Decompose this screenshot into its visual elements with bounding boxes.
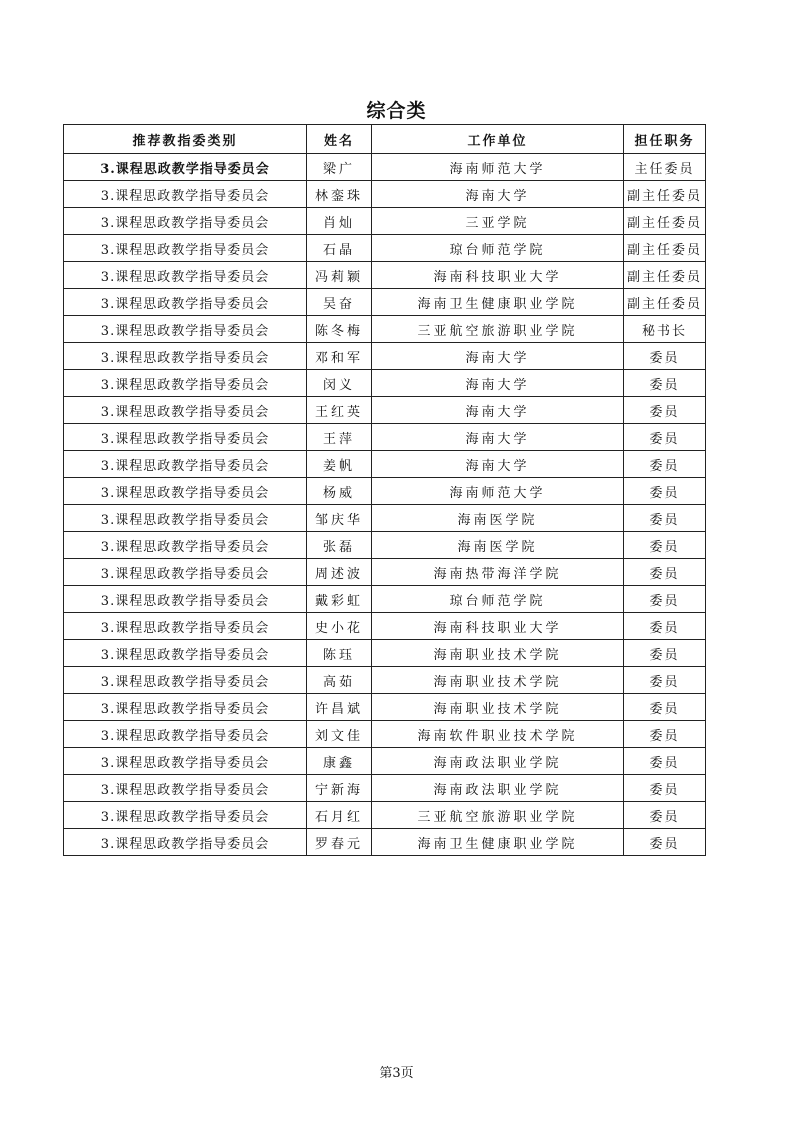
table-row [64,181,706,208]
cell-name: 高茹 [307,667,372,694]
cell-name: 杨威 [307,478,372,505]
cell-role: 委员 [624,586,706,613]
cell-name: 王红英 [307,397,372,424]
cell-role: 委员 [624,532,706,559]
cell-role: 委员 [624,748,706,775]
table-row [64,613,706,640]
cell-unit: 琼台师范学院 [372,235,624,262]
cell-category: 3.课程思政教学指导委员会 [64,370,307,397]
cell-category: 3.课程思政教学指导委员会 [64,262,307,289]
cell-role: 委员 [624,370,706,397]
cell-role: 副主任委员 [624,208,706,235]
page-number: 第3页 [379,1066,414,1081]
cell-unit: 三亚航空旅游职业学院 [372,316,624,343]
table-row [64,559,706,586]
cell-unit: 海南大学 [372,181,624,208]
cell-category: 3.课程思政教学指导委员会 [64,694,307,721]
table-row [64,451,706,478]
table-row [64,532,706,559]
cell-role: 委员 [624,640,706,667]
cell-unit: 琼台师范学院 [372,586,624,613]
cell-role: 委员 [624,775,706,802]
table-row [64,235,706,262]
cell-name: 康鑫 [307,748,372,775]
cell-unit: 海南师范大学 [372,154,624,181]
cell-category: 3.课程思政教学指导委员会 [64,181,307,208]
cell-category: 3.课程思政教学指导委员会 [64,343,307,370]
cell-unit: 三亚航空旅游职业学院 [372,802,624,829]
cell-role: 委员 [624,667,706,694]
cell-name: 刘文佳 [307,721,372,748]
header-category: 推荐教指委类别 [64,125,307,154]
cell-name: 邹庆华 [307,505,372,532]
cell-unit: 海南医学院 [372,505,624,532]
cell-category: 3.课程思政教学指导委员会 [64,748,307,775]
cell-unit: 海南政法职业学院 [372,748,624,775]
cell-name: 姜帆 [307,451,372,478]
member-table [63,124,706,856]
cell-category: 3.课程思政教学指导委员会 [64,559,307,586]
table-row [64,505,706,532]
cell-name: 许昌斌 [307,694,372,721]
cell-name: 吴奋 [307,289,372,316]
cell-role: 委员 [624,505,706,532]
cell-role: 委员 [624,694,706,721]
table-row [64,289,706,316]
cell-unit: 三亚学院 [372,208,624,235]
cell-unit: 海南科技职业大学 [372,262,624,289]
cell-category: 3.课程思政教学指导委员会 [64,208,307,235]
table-row [64,343,706,370]
cell-unit: 海南大学 [372,451,624,478]
cell-name: 罗春元 [307,829,372,856]
table-row [64,721,706,748]
cell-category: 3.课程思政教学指导委员会 [64,721,307,748]
table-row [64,829,706,856]
cell-unit: 海南软件职业技术学院 [372,721,624,748]
cell-name: 梁广 [307,154,372,181]
cell-unit: 海南政法职业学院 [372,775,624,802]
cell-category: 3.课程思政教学指导委员会 [64,451,307,478]
cell-role: 委员 [624,451,706,478]
table-row [64,154,706,181]
cell-unit: 海南大学 [372,343,624,370]
cell-name: 林銮珠 [307,181,372,208]
cell-name: 王萍 [307,424,372,451]
cell-role: 委员 [624,343,706,370]
header-name: 姓名 [307,125,372,154]
cell-category: 3.课程思政教学指导委员会 [64,397,307,424]
cell-name: 周述波 [307,559,372,586]
cell-category: 3.课程思政教学指导委员会 [64,613,307,640]
table-row [64,262,706,289]
cell-name: 史小花 [307,613,372,640]
cell-unit: 海南卫生健康职业学院 [372,829,624,856]
table-row [64,802,706,829]
cell-name: 戴彩虹 [307,586,372,613]
table-body [64,154,706,856]
cell-unit: 海南热带海洋学院 [372,559,624,586]
cell-category: 3.课程思政教学指导委员会 [64,586,307,613]
cell-role: 委员 [624,559,706,586]
table-row [64,424,706,451]
cell-role: 主任委员 [624,154,706,181]
cell-unit: 海南大学 [372,397,624,424]
cell-category: 3.课程思政教学指导委员会 [64,316,307,343]
table-row [64,397,706,424]
cell-role: 委员 [624,478,706,505]
cell-category: 3.课程思政教学指导委员会 [64,478,307,505]
header-unit: 工作单位 [372,125,624,154]
cell-role: 委员 [624,802,706,829]
cell-category: 3.课程思政教学指导委员会 [64,640,307,667]
cell-unit: 海南科技职业大学 [372,613,624,640]
cell-role: 副主任委员 [624,262,706,289]
cell-unit: 海南师范大学 [372,478,624,505]
cell-category: 3.课程思政教学指导委员会 [64,289,307,316]
cell-name: 陈冬梅 [307,316,372,343]
header-role: 担任职务 [624,125,706,154]
cell-category: 3.课程思政教学指导委员会 [64,532,307,559]
cell-name: 邓和军 [307,343,372,370]
cell-unit: 海南职业技术学院 [372,694,624,721]
table-row [64,667,706,694]
cell-name: 陈珏 [307,640,372,667]
table-row [64,640,706,667]
cell-role: 副主任委员 [624,181,706,208]
cell-name: 肖灿 [307,208,372,235]
cell-role: 委员 [624,721,706,748]
cell-category: 3.课程思政教学指导委员会 [64,154,307,181]
page-title: 综合类 [366,100,427,122]
cell-role: 委员 [624,424,706,451]
cell-role: 委员 [624,613,706,640]
cell-name: 冯莉颖 [307,262,372,289]
cell-role: 秘书长 [624,316,706,343]
cell-category: 3.课程思政教学指导委员会 [64,667,307,694]
cell-category: 3.课程思政教学指导委员会 [64,802,307,829]
cell-unit: 海南卫生健康职业学院 [372,289,624,316]
cell-category: 3.课程思政教学指导委员会 [64,505,307,532]
cell-name: 宁新海 [307,775,372,802]
cell-unit: 海南职业技术学院 [372,640,624,667]
table-header-row [64,125,706,154]
table-row [64,370,706,397]
cell-category: 3.课程思政教学指导委员会 [64,775,307,802]
cell-name: 张磊 [307,532,372,559]
cell-category: 3.课程思政教学指导委员会 [64,235,307,262]
table-row [64,748,706,775]
cell-unit: 海南大学 [372,370,624,397]
cell-name: 闵义 [307,370,372,397]
table-row [64,478,706,505]
cell-role: 委员 [624,397,706,424]
cell-unit: 海南大学 [372,424,624,451]
cell-category: 3.课程思政教学指导委员会 [64,424,307,451]
cell-name: 石月红 [307,802,372,829]
table-row [64,208,706,235]
cell-role: 副主任委员 [624,235,706,262]
table-row [64,694,706,721]
cell-category: 3.课程思政教学指导委员会 [64,829,307,856]
table-row [64,775,706,802]
cell-role: 副主任委员 [624,289,706,316]
cell-role: 委员 [624,829,706,856]
cell-unit: 海南医学院 [372,532,624,559]
cell-unit: 海南职业技术学院 [372,667,624,694]
table-row [64,586,706,613]
cell-name: 石晶 [307,235,372,262]
table-row [64,316,706,343]
